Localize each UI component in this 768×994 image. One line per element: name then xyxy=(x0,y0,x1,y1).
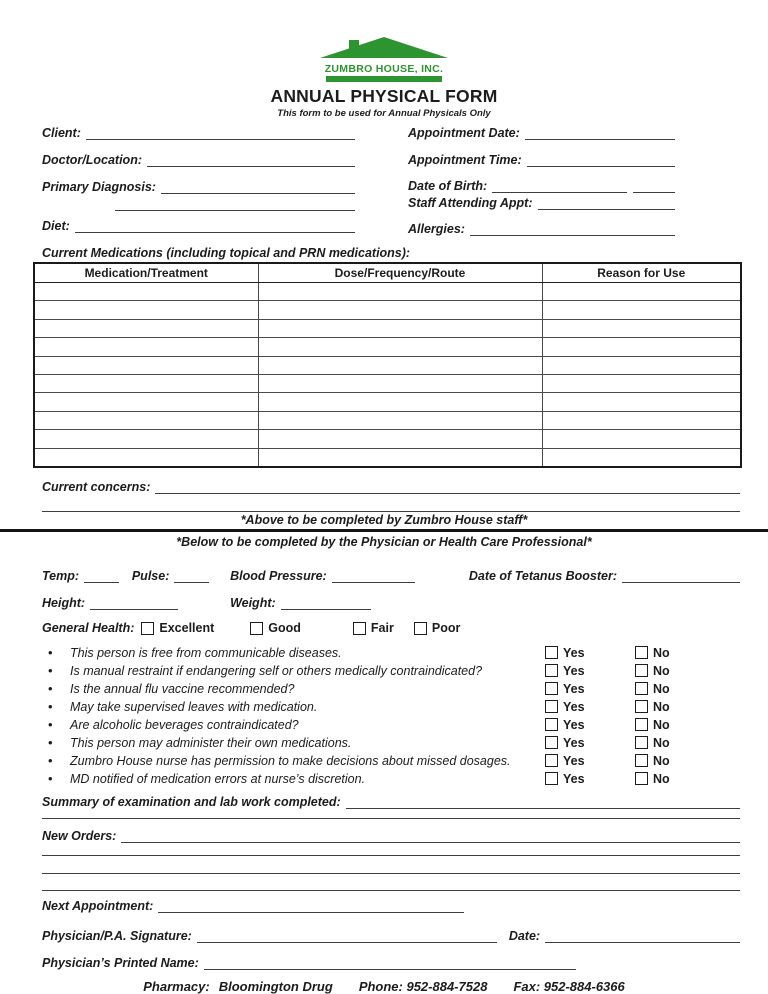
client-label: Client: xyxy=(42,126,81,140)
yes-option xyxy=(545,772,635,786)
pharmacy-row xyxy=(0,977,768,994)
new-orders-line[interactable] xyxy=(121,839,740,843)
no-label: No xyxy=(653,645,670,660)
question-text: May take supervised leaves with medication. xyxy=(70,699,318,714)
yes-label: Yes xyxy=(563,717,585,732)
medication-row[interactable] xyxy=(34,338,741,356)
date-line[interactable] xyxy=(545,939,740,943)
medication-cell[interactable] xyxy=(34,393,258,411)
pharmacy-name: Bloomington Drug xyxy=(218,978,333,994)
medication-row[interactable] xyxy=(34,448,741,467)
staff-attending-label: Staff Attending Appt: xyxy=(408,196,533,210)
summary-row-2 xyxy=(0,810,768,819)
client-line[interactable] xyxy=(86,136,355,140)
medication-row[interactable] xyxy=(34,301,741,319)
dose-frequency-route-header: Dose/Frequency/Route xyxy=(258,263,542,283)
checkbox-yes[interactable] xyxy=(545,736,558,749)
diet-row xyxy=(42,217,355,234)
summary-line-2[interactable] xyxy=(42,810,740,819)
pharmacy-fax: Fax: 952-884-6366 xyxy=(513,978,625,994)
pulse-label: Pulse: xyxy=(131,568,170,583)
yes-option xyxy=(545,646,635,660)
medication-cell[interactable] xyxy=(258,283,542,301)
medication-cell[interactable] xyxy=(542,393,741,411)
medications-table-body xyxy=(34,283,741,467)
concerns-label: Current concerns: xyxy=(42,479,151,494)
summary-line[interactable] xyxy=(346,805,740,809)
no-option xyxy=(635,718,740,732)
yes-label: Yes xyxy=(563,663,585,678)
question-text: Is manual restraint if endangering self or others medically contraindicated? xyxy=(70,663,483,678)
bullet-icon xyxy=(48,680,70,698)
date-of-birth-label: Date of Birth: xyxy=(408,179,488,193)
medication-cell[interactable] xyxy=(258,448,542,467)
weight-label: Weight: xyxy=(230,595,276,610)
medication-cell[interactable] xyxy=(258,338,542,356)
signature-line[interactable] xyxy=(197,939,497,943)
checkbox-yes[interactable] xyxy=(545,772,558,785)
printed-name-line[interactable] xyxy=(204,966,576,970)
general-health-option-poor xyxy=(414,621,460,635)
top-left-column xyxy=(42,124,355,237)
reason-for-use-header: Reason for Use xyxy=(542,263,741,283)
medication-cell[interactable] xyxy=(542,411,741,429)
question-text: Are alcoholic beverages contraindicated? xyxy=(70,717,299,732)
next-appointment-line[interactable] xyxy=(158,909,464,913)
height-label: Height: xyxy=(42,595,86,610)
no-option xyxy=(635,646,740,660)
temp-label: Temp: xyxy=(42,568,80,583)
height-weight-row xyxy=(0,594,768,611)
medication-cell[interactable] xyxy=(34,319,258,337)
printed-name-label: Physician’s Printed Name: xyxy=(42,955,199,970)
question-row xyxy=(48,698,740,716)
medication-row[interactable] xyxy=(34,374,741,392)
fair-label: Fair xyxy=(370,621,394,636)
bullet-icon xyxy=(48,662,70,680)
bullet-icon xyxy=(48,716,70,734)
checkbox-no[interactable] xyxy=(635,772,648,785)
general-health-option-fair xyxy=(353,621,394,635)
yes-option xyxy=(545,682,635,696)
date-of-birth-row xyxy=(408,177,675,194)
no-label: No xyxy=(653,717,670,732)
staff-attending-line[interactable] xyxy=(538,206,675,210)
no-option xyxy=(635,682,740,696)
questions-list xyxy=(0,644,768,788)
checkbox-yes[interactable] xyxy=(545,664,558,677)
no-label: No xyxy=(653,735,670,750)
general-health-label: General Health: xyxy=(42,620,135,635)
checkbox-no[interactable] xyxy=(635,718,648,731)
medication-cell[interactable] xyxy=(258,411,542,429)
medication-cell[interactable] xyxy=(542,356,741,374)
yes-label: Yes xyxy=(563,735,585,750)
medications-label: Current Medications (including topical and PRN medications): xyxy=(42,246,411,260)
yes-label: Yes xyxy=(563,699,585,714)
checkbox-yes[interactable] xyxy=(545,718,558,731)
checkbox-yes[interactable] xyxy=(545,754,558,767)
above-note: *Above to be completed by Zumbro House staff* xyxy=(240,512,528,527)
medication-row[interactable] xyxy=(34,411,741,429)
no-option xyxy=(635,754,740,768)
checkbox-no[interactable] xyxy=(635,700,648,713)
medication-cell[interactable] xyxy=(258,301,542,319)
signature-row xyxy=(0,927,768,944)
checkbox-poor[interactable] xyxy=(414,622,427,635)
checkbox-yes[interactable] xyxy=(545,646,558,659)
checkbox-no[interactable] xyxy=(635,754,648,767)
checkbox-no[interactable] xyxy=(635,682,648,695)
question-row xyxy=(48,644,740,662)
new-orders-extra-lines xyxy=(0,844,768,891)
zumbro-house-logo xyxy=(0,36,768,84)
page-title: ANNUAL PHYSICAL FORM xyxy=(270,86,498,106)
concerns-row xyxy=(0,478,768,495)
poor-label: Poor xyxy=(431,621,461,636)
temp-line[interactable] xyxy=(84,579,119,583)
diet-label: Diet: xyxy=(42,219,70,233)
yes-option xyxy=(545,700,635,714)
no-option xyxy=(635,772,740,786)
pharmacy-phone: Phone: 952-884-7528 xyxy=(358,978,488,994)
blood-pressure-label: Blood Pressure: xyxy=(230,568,327,583)
question-text: This person may administer their own medications. xyxy=(70,735,352,750)
question-text: Zumbro House nurse has permission to make decisions about missed dosages. xyxy=(70,753,511,768)
medication-row[interactable] xyxy=(34,393,741,411)
client-row xyxy=(42,124,355,141)
height-line[interactable] xyxy=(90,606,178,610)
checkbox-yes[interactable] xyxy=(545,700,558,713)
medication-cell[interactable] xyxy=(542,374,741,392)
yes-option xyxy=(545,718,635,732)
yes-label: Yes xyxy=(563,771,585,786)
diet-line[interactable] xyxy=(75,229,355,233)
appointment-time-line[interactable] xyxy=(527,163,675,167)
bullet-icon xyxy=(48,752,70,770)
primary-diagnosis-label: Primary Diagnosis: xyxy=(42,180,156,194)
yes-option xyxy=(545,736,635,750)
yes-label: Yes xyxy=(563,753,585,768)
no-label: No xyxy=(653,753,670,768)
page-subtitle: This form to be used for Annual Physicals Only xyxy=(277,108,491,119)
pharmacy-label: Pharmacy: xyxy=(143,978,210,994)
medication-cell[interactable] xyxy=(34,411,258,429)
no-option xyxy=(635,664,740,678)
no-option xyxy=(635,700,740,714)
checkbox-no[interactable] xyxy=(635,646,648,659)
vitals-row xyxy=(0,567,768,584)
new-orders-line-2[interactable] xyxy=(42,844,740,856)
below-note: *Below to be completed by the Physician or Health Care Professional* xyxy=(176,534,592,549)
medication-row[interactable] xyxy=(34,319,741,337)
no-label: No xyxy=(653,663,670,678)
medication-row[interactable] xyxy=(34,283,741,301)
checkbox-good[interactable] xyxy=(250,622,263,635)
primary-diagnosis-line-2[interactable] xyxy=(115,207,355,211)
question-text: Is the annual flu vaccine recommended? xyxy=(70,681,295,696)
medication-cell[interactable] xyxy=(34,338,258,356)
checkbox-no[interactable] xyxy=(635,664,648,677)
medication-row[interactable] xyxy=(34,356,741,374)
date-of-birth-line[interactable] xyxy=(492,189,627,193)
date-of-birth-line-2[interactable] xyxy=(633,189,675,193)
logo-org-text: ZUMBRO HOUSE, INC. xyxy=(324,63,444,75)
appointment-date-line[interactable] xyxy=(525,136,675,140)
yes-label: Yes xyxy=(563,681,585,696)
tetanus-line[interactable] xyxy=(622,579,740,583)
medication-cell[interactable] xyxy=(34,283,258,301)
yes-option xyxy=(545,664,635,678)
medications-header-row xyxy=(34,263,741,283)
medications-table xyxy=(33,262,742,468)
medication-cell[interactable] xyxy=(258,430,542,448)
question-row xyxy=(48,680,740,698)
printed-name-row xyxy=(0,954,768,971)
medication-row[interactable] xyxy=(34,430,741,448)
checkbox-fair[interactable] xyxy=(353,622,366,635)
blood-pressure-line[interactable] xyxy=(332,579,415,583)
concerns-row-2 xyxy=(0,495,768,512)
yes-label: Yes xyxy=(563,645,585,660)
summary-row xyxy=(0,793,768,810)
concerns-line[interactable] xyxy=(155,490,740,494)
medication-cell[interactable] xyxy=(34,374,258,392)
medication-cell[interactable] xyxy=(34,301,258,319)
checkbox-yes[interactable] xyxy=(545,682,558,695)
question-text: MD notified of medication errors at nurse’s discretion. xyxy=(70,771,366,786)
top-fields xyxy=(0,124,768,237)
yes-option xyxy=(545,754,635,768)
medication-cell[interactable] xyxy=(258,374,542,392)
medication-cell[interactable] xyxy=(542,283,741,301)
staff-attending-row xyxy=(408,194,675,211)
medication-cell[interactable] xyxy=(34,448,258,467)
new-orders-label: New Orders: xyxy=(42,828,117,843)
bullet-icon xyxy=(48,770,70,788)
checkbox-no[interactable] xyxy=(635,736,648,749)
medication-cell[interactable] xyxy=(542,301,741,319)
new-orders-row xyxy=(0,827,768,844)
tetanus-label: Date of Tetanus Booster: xyxy=(468,568,618,583)
primary-diagnosis-row-2 xyxy=(42,198,355,212)
medication-cell[interactable] xyxy=(258,393,542,411)
new-orders-line-4[interactable] xyxy=(42,874,740,891)
allergies-label: Allergies: xyxy=(408,222,465,236)
medication-cell[interactable] xyxy=(542,430,741,448)
no-label: No xyxy=(653,771,670,786)
medication-cell[interactable] xyxy=(542,448,741,467)
medication-cell[interactable] xyxy=(34,356,258,374)
bullet-icon xyxy=(48,698,70,716)
primary-diagnosis-row xyxy=(42,178,355,195)
medication-treatment-header: Medication/Treatment xyxy=(34,263,258,283)
general-health-option-good xyxy=(250,621,301,635)
no-option xyxy=(635,736,740,750)
allergies-row xyxy=(408,220,675,237)
question-row xyxy=(48,752,740,770)
weight-line[interactable] xyxy=(281,606,371,610)
appointment-time-row xyxy=(408,151,675,168)
house-logo-icon xyxy=(320,36,448,84)
question-text: This person is free from communicable diseases. xyxy=(70,645,342,660)
doctor-location-label: Doctor/Location: xyxy=(42,153,142,167)
general-health-option-excellent xyxy=(141,621,214,635)
question-row xyxy=(48,734,740,752)
summary-label: Summary of examination and lab work completed: xyxy=(42,794,341,809)
doctor-location-row xyxy=(42,151,355,168)
question-row xyxy=(48,716,740,734)
no-label: No xyxy=(653,681,670,696)
signature-label: Physician/P.A. Signature: xyxy=(42,928,192,943)
medication-cell[interactable] xyxy=(258,356,542,374)
no-label: No xyxy=(653,699,670,714)
appointment-time-label: Appointment Time: xyxy=(408,153,522,167)
checkbox-excellent[interactable] xyxy=(141,622,154,635)
medication-cell[interactable] xyxy=(258,319,542,337)
question-row xyxy=(48,770,740,788)
excellent-label: Excellent xyxy=(159,621,215,636)
next-appointment-label: Next Appointment: xyxy=(42,898,154,913)
medication-cell[interactable] xyxy=(542,319,741,337)
medication-cell[interactable] xyxy=(542,338,741,356)
pulse-line[interactable] xyxy=(174,579,209,583)
appointment-date-label: Appointment Date: xyxy=(408,126,520,140)
section-divider xyxy=(0,529,768,532)
next-appointment-row xyxy=(0,897,768,914)
good-label: Good xyxy=(268,621,301,636)
new-orders-line-3[interactable] xyxy=(42,856,740,874)
doctor-location-line[interactable] xyxy=(147,163,355,167)
concerns-line-2[interactable] xyxy=(42,495,740,512)
question-row xyxy=(48,662,740,680)
primary-diagnosis-line[interactable] xyxy=(161,190,355,194)
bullet-icon xyxy=(48,644,70,662)
date-label: Date: xyxy=(508,928,541,943)
bullet-icon xyxy=(48,734,70,752)
general-health-row xyxy=(0,620,768,637)
allergies-line[interactable] xyxy=(470,232,675,236)
appointment-date-row xyxy=(408,124,675,141)
medication-cell[interactable] xyxy=(34,430,258,448)
top-right-column xyxy=(408,124,675,237)
